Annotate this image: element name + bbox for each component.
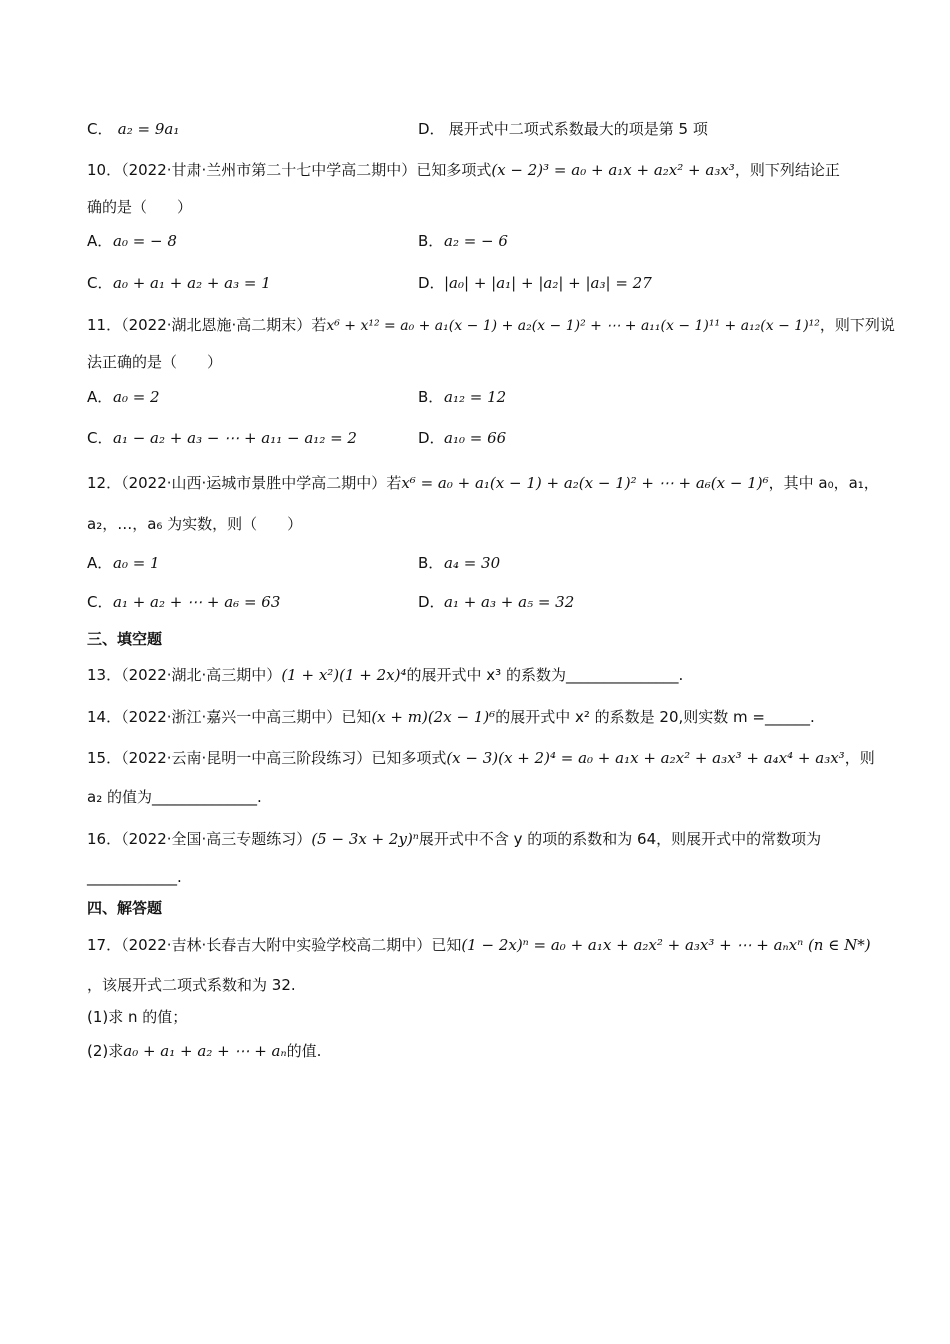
stem-math: (1 − 2x)ⁿ = a₀ + a₁x + a₂x² + a₃x³ + ⋯ + aₙxⁿ (n ∈ N*): [461, 936, 871, 954]
stem-math: (x − 3)(x + 2)⁴ = a₀ + a₁x + a₂x² + a₃x³ + a₄x⁴ + a₃x³: [446, 749, 845, 767]
question-number: 13．: [87, 666, 122, 684]
option-label: D．: [418, 120, 445, 138]
stem-text: 已知多项式: [416, 161, 492, 179]
q10-stem: [87, 159, 840, 181]
question-source: （2022·湖北恩施·高二期末）: [121, 316, 312, 334]
q12-option-b: [418, 552, 500, 574]
stem-text: ，则下列说: [819, 316, 895, 334]
question-source: （2022·全国·高三专题练习）: [121, 830, 312, 848]
stem-text: ，其中 a₀，a₁，: [768, 474, 879, 492]
stem-text: 的展开式中 x³ 的系数为_______________.: [406, 666, 684, 684]
question-source: （2022·吉林·长春吉大附中实验学校高二期中）: [121, 936, 432, 954]
stem-text: 已知: [431, 936, 462, 954]
q17-part-1: (1)求 n 的值；: [87, 1008, 188, 1026]
option-label: B．: [418, 554, 444, 572]
part-text: (2)求: [87, 1042, 124, 1060]
q11-stem: [87, 314, 895, 337]
option-math: a₀ + a₁ + a₂ + a₃ = 1: [113, 274, 271, 292]
q12-stem: [87, 472, 879, 494]
q16-stem-cont: ____________.: [87, 868, 182, 886]
question-source: （2022·甘肃·兰州市第二十七中学高二期中）: [121, 161, 417, 179]
option-label: C．: [87, 429, 113, 447]
option-math: a₁ + a₂ + ⋯ + a₆ = 63: [113, 593, 281, 611]
question-number: 10．: [87, 161, 122, 179]
option-math: a₂ = − 6: [444, 232, 508, 250]
part-text: 的值.: [286, 1042, 322, 1060]
q10-option-d: [418, 272, 652, 294]
q17-stem: [87, 934, 871, 956]
question-number: 11．: [87, 316, 122, 334]
stem-text: 展开式中不含 y 的项的系数和为 64，则展开式中的常数项为: [418, 830, 822, 848]
stem-math: (5 − 3x + 2y)ⁿ: [311, 830, 419, 848]
stem-text: 已知: [341, 708, 372, 726]
option-math: a₀ = 1: [113, 554, 160, 572]
option-text: 展开式中二项式系数最大的项是第 5 项: [448, 120, 708, 138]
section-heading-answer: 四、解答题: [87, 899, 163, 917]
question-number: 15．: [87, 749, 122, 767]
option-label: A．: [87, 388, 113, 406]
option-math: a₀ = − 8: [113, 232, 177, 250]
option-math: a₂ = 9a₁: [117, 120, 180, 138]
option-label: A．: [87, 554, 113, 572]
stem-text: ，则下列结论正: [734, 161, 840, 179]
option-label: C．: [87, 120, 113, 138]
q11-option-a: [87, 386, 160, 408]
option-label: D．: [418, 593, 445, 611]
q15-stem: [87, 747, 875, 769]
option-math: a₁ + a₃ + a₅ = 32: [444, 593, 575, 611]
q10-option-a: [87, 230, 177, 252]
q12-option-d: [418, 591, 574, 613]
option-math: a₀ = 2: [113, 388, 160, 406]
question-source: （2022·山西·运城市景胜中学高二期中）: [121, 474, 387, 492]
option-label: D．: [418, 274, 445, 292]
stem-text: 若: [311, 316, 327, 334]
q9-option-c: [87, 118, 179, 140]
q13-stem: [87, 664, 683, 686]
stem-math: (1 + x²)(1 + 2x)⁴: [281, 666, 407, 684]
option-math: |a₀| + |a₁| + |a₂| + |a₃| = 27: [444, 274, 652, 292]
question-number: 17．: [87, 936, 122, 954]
q16-stem: [87, 828, 821, 850]
stem-text: ，则: [844, 749, 875, 767]
q15-stem-cont: a₂ 的值为______________.: [87, 788, 262, 806]
q10-option-b: [418, 230, 508, 252]
option-label: C．: [87, 274, 113, 292]
option-label: A．: [87, 232, 113, 250]
question-source: （2022·湖北·高三期中）: [121, 666, 282, 684]
stem-math: x⁶ + x¹² = a₀ + a₁(x − 1) + a₂(x − 1)² + ⋯ + a₁₁(x − 1)¹¹ + a₁₂(x − 1)¹²: [326, 318, 820, 334]
option-math: a₁ − a₂ + a₃ − ⋯ + a₁₁ − a₁₂ = 2: [113, 429, 357, 447]
option-label: D．: [418, 429, 445, 447]
question-source: （2022·云南·昆明一中高三阶段练习）: [121, 749, 372, 767]
option-label: B．: [418, 388, 444, 406]
q12-stem-cont: a₂，…，a₆ 为实数，则（ ）: [87, 515, 303, 533]
q12-option-c: [87, 591, 280, 613]
q12-option-a: [87, 552, 160, 574]
q14-stem: [87, 706, 815, 728]
stem-math: (x + m)(2x − 1)⁶: [371, 708, 496, 726]
stem-text: 已知多项式: [371, 749, 447, 767]
question-number: 16．: [87, 830, 122, 848]
question-number: 14．: [87, 708, 122, 726]
stem-text: 若: [386, 474, 402, 492]
q11-option-d: [418, 427, 506, 449]
q11-stem-cont: 法正确的是（ ）: [87, 353, 223, 371]
section-heading-fill-blank: 三、填空题: [87, 630, 163, 648]
option-label: B．: [418, 232, 444, 250]
option-math: a₁₂ = 12: [444, 388, 507, 406]
q17-stem-cont: ，该展开式二项式系数和为 32.: [87, 976, 296, 994]
q11-option-c: [87, 427, 357, 449]
q10-option-c: [87, 272, 271, 294]
stem-math: (x − 2)³ = a₀ + a₁x + a₂x² + a₃x³: [491, 161, 735, 179]
stem-text: 的展开式中 x² 的系数是 20,则实数 m =______.: [495, 708, 815, 726]
stem-math: x⁶ = a₀ + a₁(x − 1) + a₂(x − 1)² + ⋯ + a₆(x − 1)⁶: [401, 474, 769, 492]
q11-option-b: [418, 386, 506, 408]
q10-stem-cont: 确的是（ ）: [87, 198, 193, 216]
q17-part-2: [87, 1040, 321, 1062]
part-math: a₀ + a₁ + a₂ + ⋯ + aₙ: [123, 1042, 287, 1060]
option-math: a₁₀ = 66: [444, 429, 507, 447]
q9-option-d: [418, 118, 708, 140]
question-number: 12．: [87, 474, 122, 492]
option-label: C．: [87, 593, 113, 611]
question-source: （2022·浙江·嘉兴一中高三期中）: [121, 708, 342, 726]
option-math: a₄ = 30: [444, 554, 501, 572]
